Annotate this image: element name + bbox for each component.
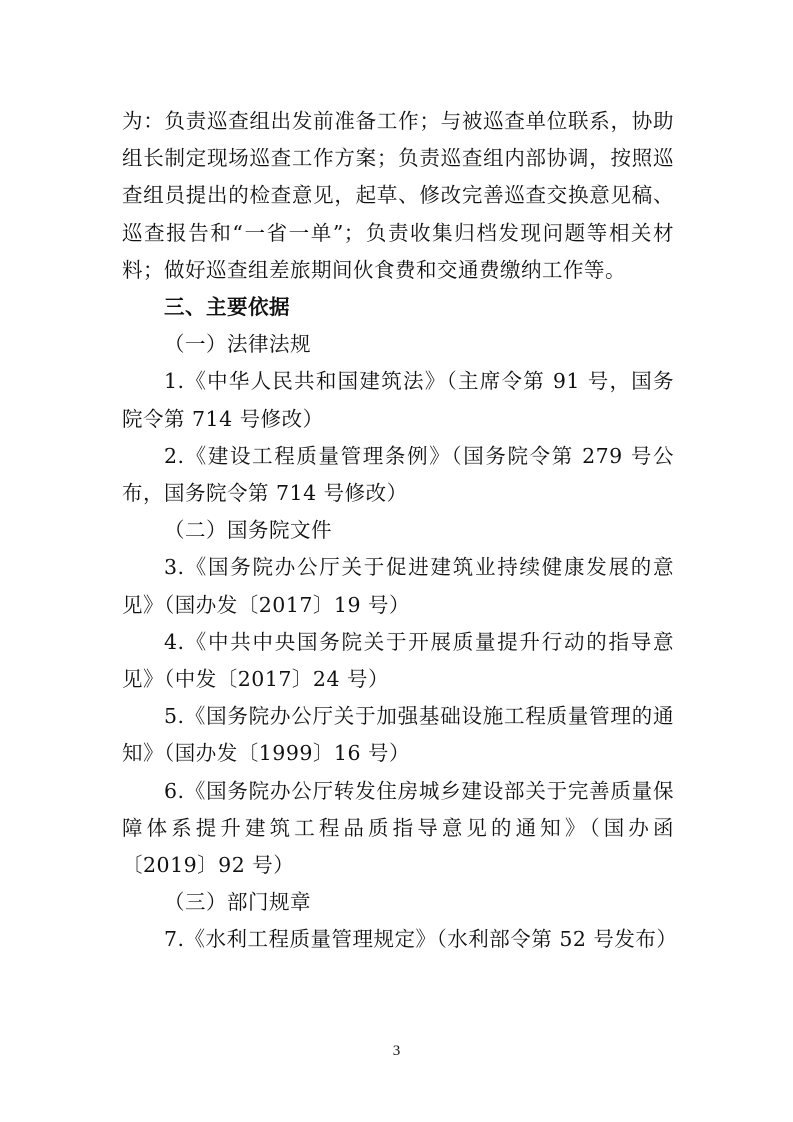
paragraph-duties-continued: 为：负责巡查组出发前准备工作；与被巡查单位联系，协助组长制定现场巡查工作方案；负责巡查组内部协调，按照巡查组员提出的检查意见，起草、修改完善巡查交换意见稿、巡查报告和“一省一单”；负责收集归档发现问题等相关材料；做好巡查组差旅期间伙食费和交通费缴纳工作等。 bbox=[122, 109, 674, 282]
list-item-4: 4.《中共中央国务院关于开展质量提升行动的指导意见》（中发〔2017〕24 号） bbox=[122, 629, 674, 692]
document-body bbox=[122, 103, 678, 959]
subsection-heading-regulations: （三）部门规章 bbox=[164, 890, 311, 915]
page-number: 3 bbox=[392, 1043, 401, 1059]
list-item-1: 1.《中华人民共和国建筑法》（主席令第 91 号，国务院令第 714 号修改） bbox=[122, 369, 674, 431]
list-item-6: 6.《国务院办公厅转发住房城乡建设部关于完善质量保障体系提升建筑工程品质指导意见的通知》（国办函〔2019〕92 号） bbox=[122, 778, 674, 878]
list-item-2: 2.《建设工程质量管理条例》（国务院令第 279 号公布，国务院令第 714 号修改） bbox=[122, 443, 674, 506]
list-item-7: 7.《水利工程质量管理规定》（水利部令第 52 号发布） bbox=[164, 927, 678, 952]
list-item-5: 5.《国务院办公厅关于加强基础设施工程质量管理的通知》（国办发〔1999〕16 号） bbox=[122, 704, 674, 766]
list-item-3: 3.《国务院办公厅关于促进建筑业持续健康发展的意见》（国办发〔2017〕19 号） bbox=[122, 555, 674, 617]
section-heading-main-basis: 三、主要依据 bbox=[164, 295, 290, 320]
subsection-heading-laws: （一）法律法规 bbox=[164, 332, 311, 357]
subsection-heading-state-council: （二）国务院文件 bbox=[164, 518, 332, 543]
